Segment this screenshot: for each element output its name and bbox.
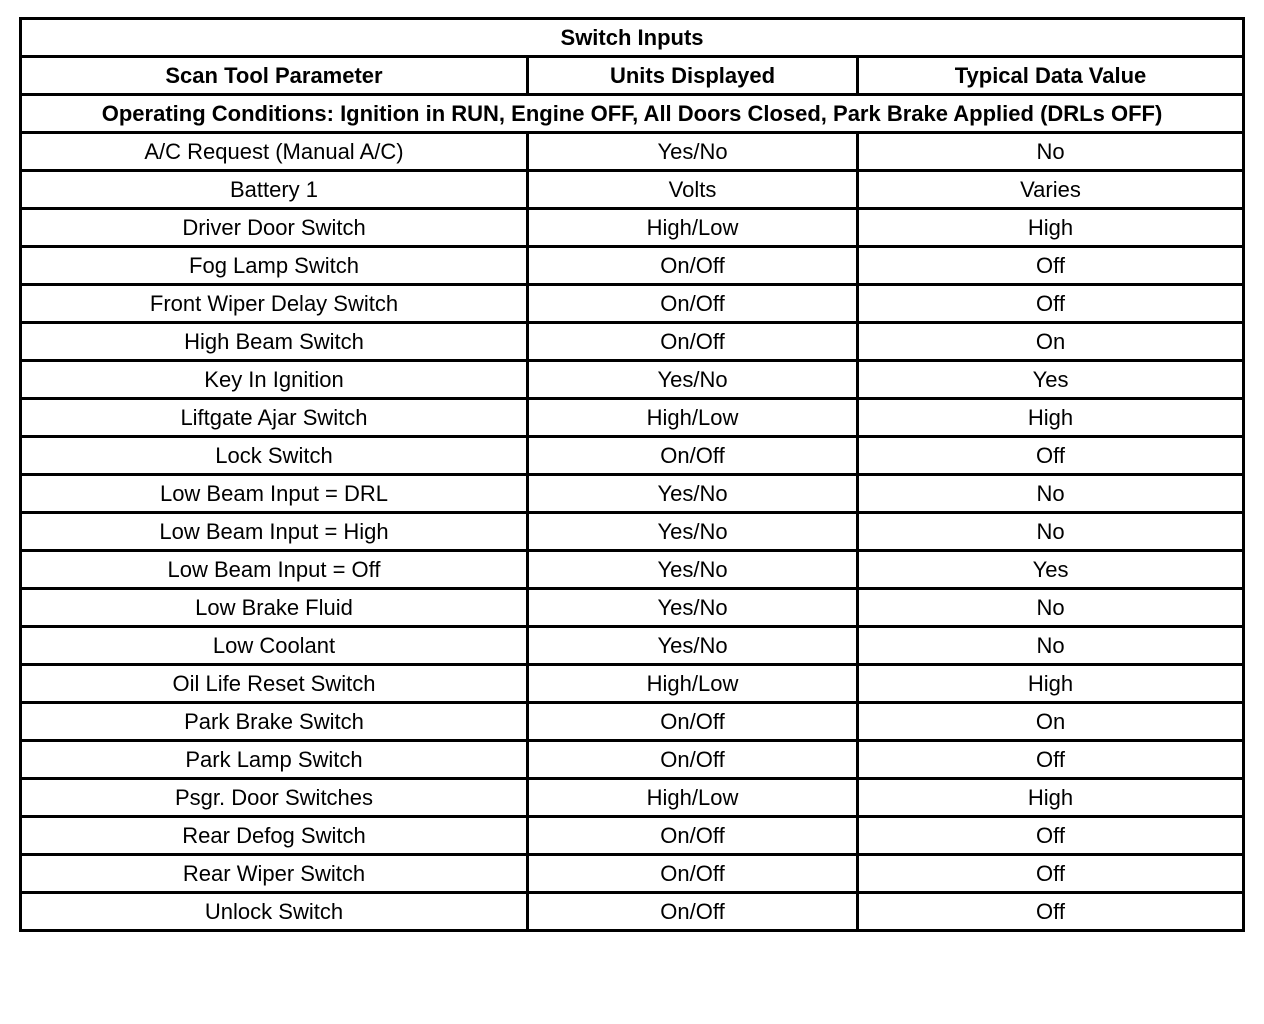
table-row	[21, 133, 1244, 171]
cell-units: High/Low	[528, 399, 858, 437]
table-row	[21, 399, 1244, 437]
cell-units: On/Off	[528, 855, 858, 893]
table-row	[21, 513, 1244, 551]
table-row	[21, 741, 1244, 779]
cell-parameter: Low Beam Input = Off	[21, 551, 528, 589]
table-row	[21, 855, 1244, 893]
operating-conditions: Operating Conditions: Ignition in RUN, Engine OFF, All Doors Closed, Park Brake Applied (DRLs OFF)	[21, 95, 1244, 133]
cell-units: On/Off	[528, 741, 858, 779]
cell-parameter: Oil Life Reset Switch	[21, 665, 528, 703]
cell-parameter: Park Lamp Switch	[21, 741, 528, 779]
cell-typical-value: Yes	[858, 551, 1244, 589]
column-header-units: Units Displayed	[528, 57, 858, 95]
cell-typical-value: No	[858, 133, 1244, 171]
cell-typical-value: Off	[858, 817, 1244, 855]
table-row	[21, 437, 1244, 475]
table-title: Switch Inputs	[21, 19, 1244, 57]
cell-units: On/Off	[528, 247, 858, 285]
cell-typical-value: Off	[858, 247, 1244, 285]
table-row	[21, 323, 1244, 361]
cell-units: On/Off	[528, 893, 858, 931]
cell-units: On/Off	[528, 437, 858, 475]
cell-parameter: Park Brake Switch	[21, 703, 528, 741]
table-row	[21, 627, 1244, 665]
operating-conditions-row	[21, 95, 1244, 133]
column-header-parameter: Scan Tool Parameter	[21, 57, 528, 95]
cell-typical-value: No	[858, 627, 1244, 665]
cell-typical-value: No	[858, 589, 1244, 627]
cell-typical-value: Off	[858, 893, 1244, 931]
table-row	[21, 475, 1244, 513]
cell-units: High/Low	[528, 779, 858, 817]
table-row	[21, 247, 1244, 285]
cell-parameter: Unlock Switch	[21, 893, 528, 931]
cell-parameter: Lock Switch	[21, 437, 528, 475]
cell-parameter: Driver Door Switch	[21, 209, 528, 247]
cell-units: High/Low	[528, 209, 858, 247]
cell-typical-value: On	[858, 323, 1244, 361]
table-row	[21, 893, 1244, 931]
column-header-typical-value: Typical Data Value	[858, 57, 1244, 95]
cell-typical-value: Off	[858, 437, 1244, 475]
cell-typical-value: High	[858, 209, 1244, 247]
cell-units: Yes/No	[528, 475, 858, 513]
cell-parameter: Low Coolant	[21, 627, 528, 665]
table-row	[21, 551, 1244, 589]
cell-typical-value: High	[858, 399, 1244, 437]
cell-typical-value: Off	[858, 741, 1244, 779]
cell-units: Yes/No	[528, 589, 858, 627]
table-title-row	[21, 19, 1244, 57]
cell-typical-value: On	[858, 703, 1244, 741]
cell-typical-value: No	[858, 513, 1244, 551]
cell-units: High/Low	[528, 665, 858, 703]
table-body	[21, 133, 1244, 931]
table-header-row	[21, 57, 1244, 95]
cell-typical-value: High	[858, 665, 1244, 703]
table-row	[21, 779, 1244, 817]
cell-typical-value: High	[858, 779, 1244, 817]
cell-parameter: Fog Lamp Switch	[21, 247, 528, 285]
cell-parameter: Low Brake Fluid	[21, 589, 528, 627]
table-row	[21, 589, 1244, 627]
cell-parameter: Rear Wiper Switch	[21, 855, 528, 893]
cell-typical-value: Off	[858, 285, 1244, 323]
cell-units: Volts	[528, 171, 858, 209]
cell-units: On/Off	[528, 323, 858, 361]
cell-units: On/Off	[528, 703, 858, 741]
cell-parameter: A/C Request (Manual A/C)	[21, 133, 528, 171]
table-row	[21, 209, 1244, 247]
switch-inputs-table	[19, 17, 1245, 932]
cell-units: Yes/No	[528, 361, 858, 399]
cell-units: Yes/No	[528, 513, 858, 551]
cell-parameter: Low Beam Input = High	[21, 513, 528, 551]
cell-parameter: Battery 1	[21, 171, 528, 209]
cell-parameter: Liftgate Ajar Switch	[21, 399, 528, 437]
cell-parameter: Key In Ignition	[21, 361, 528, 399]
cell-parameter: Psgr. Door Switches	[21, 779, 528, 817]
cell-typical-value: Off	[858, 855, 1244, 893]
table-row	[21, 665, 1244, 703]
cell-parameter: Rear Defog Switch	[21, 817, 528, 855]
table-row	[21, 361, 1244, 399]
cell-units: On/Off	[528, 285, 858, 323]
table-row	[21, 703, 1244, 741]
cell-typical-value: Yes	[858, 361, 1244, 399]
cell-units: Yes/No	[528, 551, 858, 589]
table-row	[21, 817, 1244, 855]
cell-typical-value: No	[858, 475, 1244, 513]
cell-units: Yes/No	[528, 627, 858, 665]
table-row	[21, 171, 1244, 209]
cell-typical-value: Varies	[858, 171, 1244, 209]
table-row	[21, 285, 1244, 323]
cell-units: On/Off	[528, 817, 858, 855]
cell-parameter: Front Wiper Delay Switch	[21, 285, 528, 323]
cell-parameter: High Beam Switch	[21, 323, 528, 361]
cell-units: Yes/No	[528, 133, 858, 171]
cell-parameter: Low Beam Input = DRL	[21, 475, 528, 513]
